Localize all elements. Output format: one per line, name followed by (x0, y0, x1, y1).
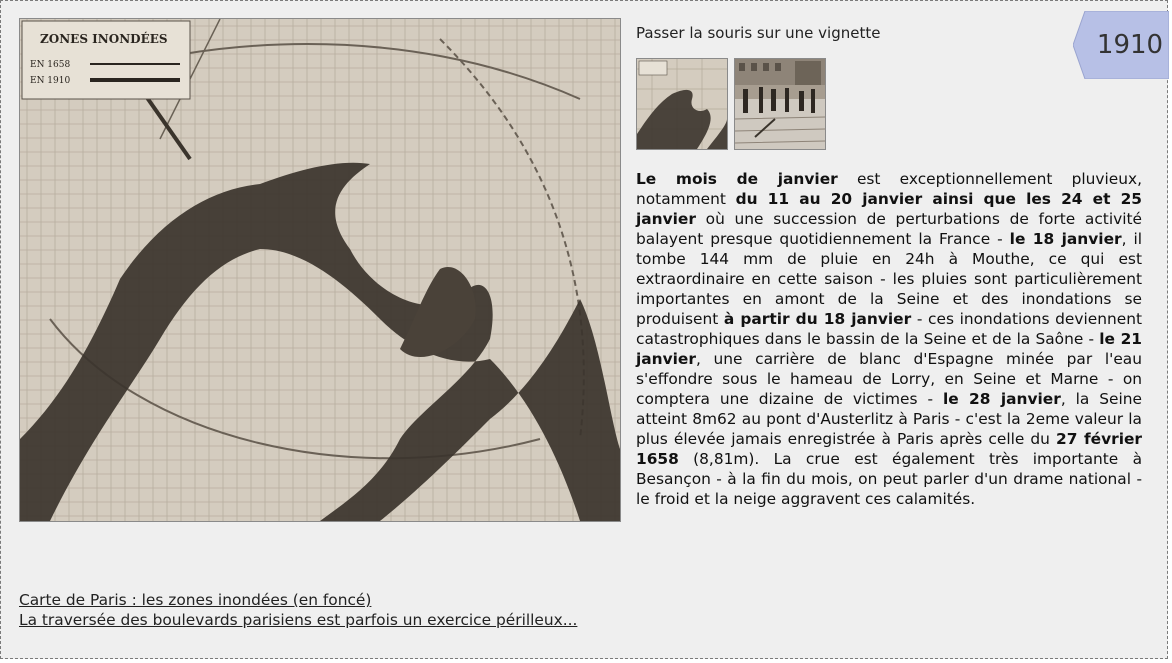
article-span-12: , la Seine atteint 8m62 au pont d'Austerlitz à Paris - c'est la 2eme valeur la plus élevée jamais enregistrée à Paris après celle du (636, 390, 1143, 448)
article-span-10: , une carrière de blanc d'Espagne minée par l'eau s'effondre sous le hameau de Lorry, en Seine et Marne - on comptera une dizaine de victimes - (636, 350, 1142, 408)
article-span-4: où une succession de perturbations de forte activité balayent presque quotidiennement la France - (636, 210, 1142, 248)
main-image-paris-flood-map (19, 18, 621, 522)
map-legend-title: ZONES INONDÉES (40, 32, 168, 46)
image-captions (19, 590, 577, 630)
article-bold-11: le 28 janvier (942, 390, 1061, 408)
article-span-2: est exceptionnellement pluvieux, notamment (636, 170, 1142, 208)
article-span-14: (8,81m). La crue est également très importante à Besançon - à la fin du mois, on peut parler d'un drame national - le froid et la neige aggravent ces calamités. (636, 450, 1142, 508)
caption-map[interactable]: Carte de Paris : les zones inondées (en foncé) (19, 591, 372, 609)
article-span-6: , il tombe 144 mm de pluie en 24h à Mouthe, ce qui est extraordinaire en cette saison - les pluies sont particulièrement importantes en amont de la Seine et des inondations se produisent (636, 230, 1143, 328)
article-text (636, 169, 1142, 509)
article-span-8: - ces inondations deviennent catastrophiques dans le bassin de la Seine et de la Saône - (636, 310, 1142, 348)
caption-boulevard[interactable]: La traversée des boulevards parisiens est parfois un exercice périlleux... (19, 611, 578, 629)
year-text: 1910 (1096, 30, 1164, 60)
year-badge (1073, 11, 1169, 79)
map-legend-row-1910: EN 1910 (30, 76, 71, 86)
article-bold-7: à partir du 18 janvier (723, 310, 912, 328)
article-bold-9: le 21 janvier (636, 330, 1142, 368)
article-bold-13: 27 février 1658 (636, 430, 1143, 468)
thumbnail-hint: Passer la souris sur une vignette (636, 24, 881, 42)
article-bold-1: Le mois de janvier (636, 170, 838, 188)
map-legend-row-1658: EN 1658 (30, 60, 71, 70)
article-bold-3: du 11 au 20 janvier ainsi que les 24 et 25 janvier (636, 190, 1142, 228)
article-bold-5: le 18 janvier (1009, 230, 1122, 248)
thumbnail-map[interactable] (636, 58, 728, 150)
thumbnail-flooded-boulevard[interactable] (734, 58, 826, 150)
